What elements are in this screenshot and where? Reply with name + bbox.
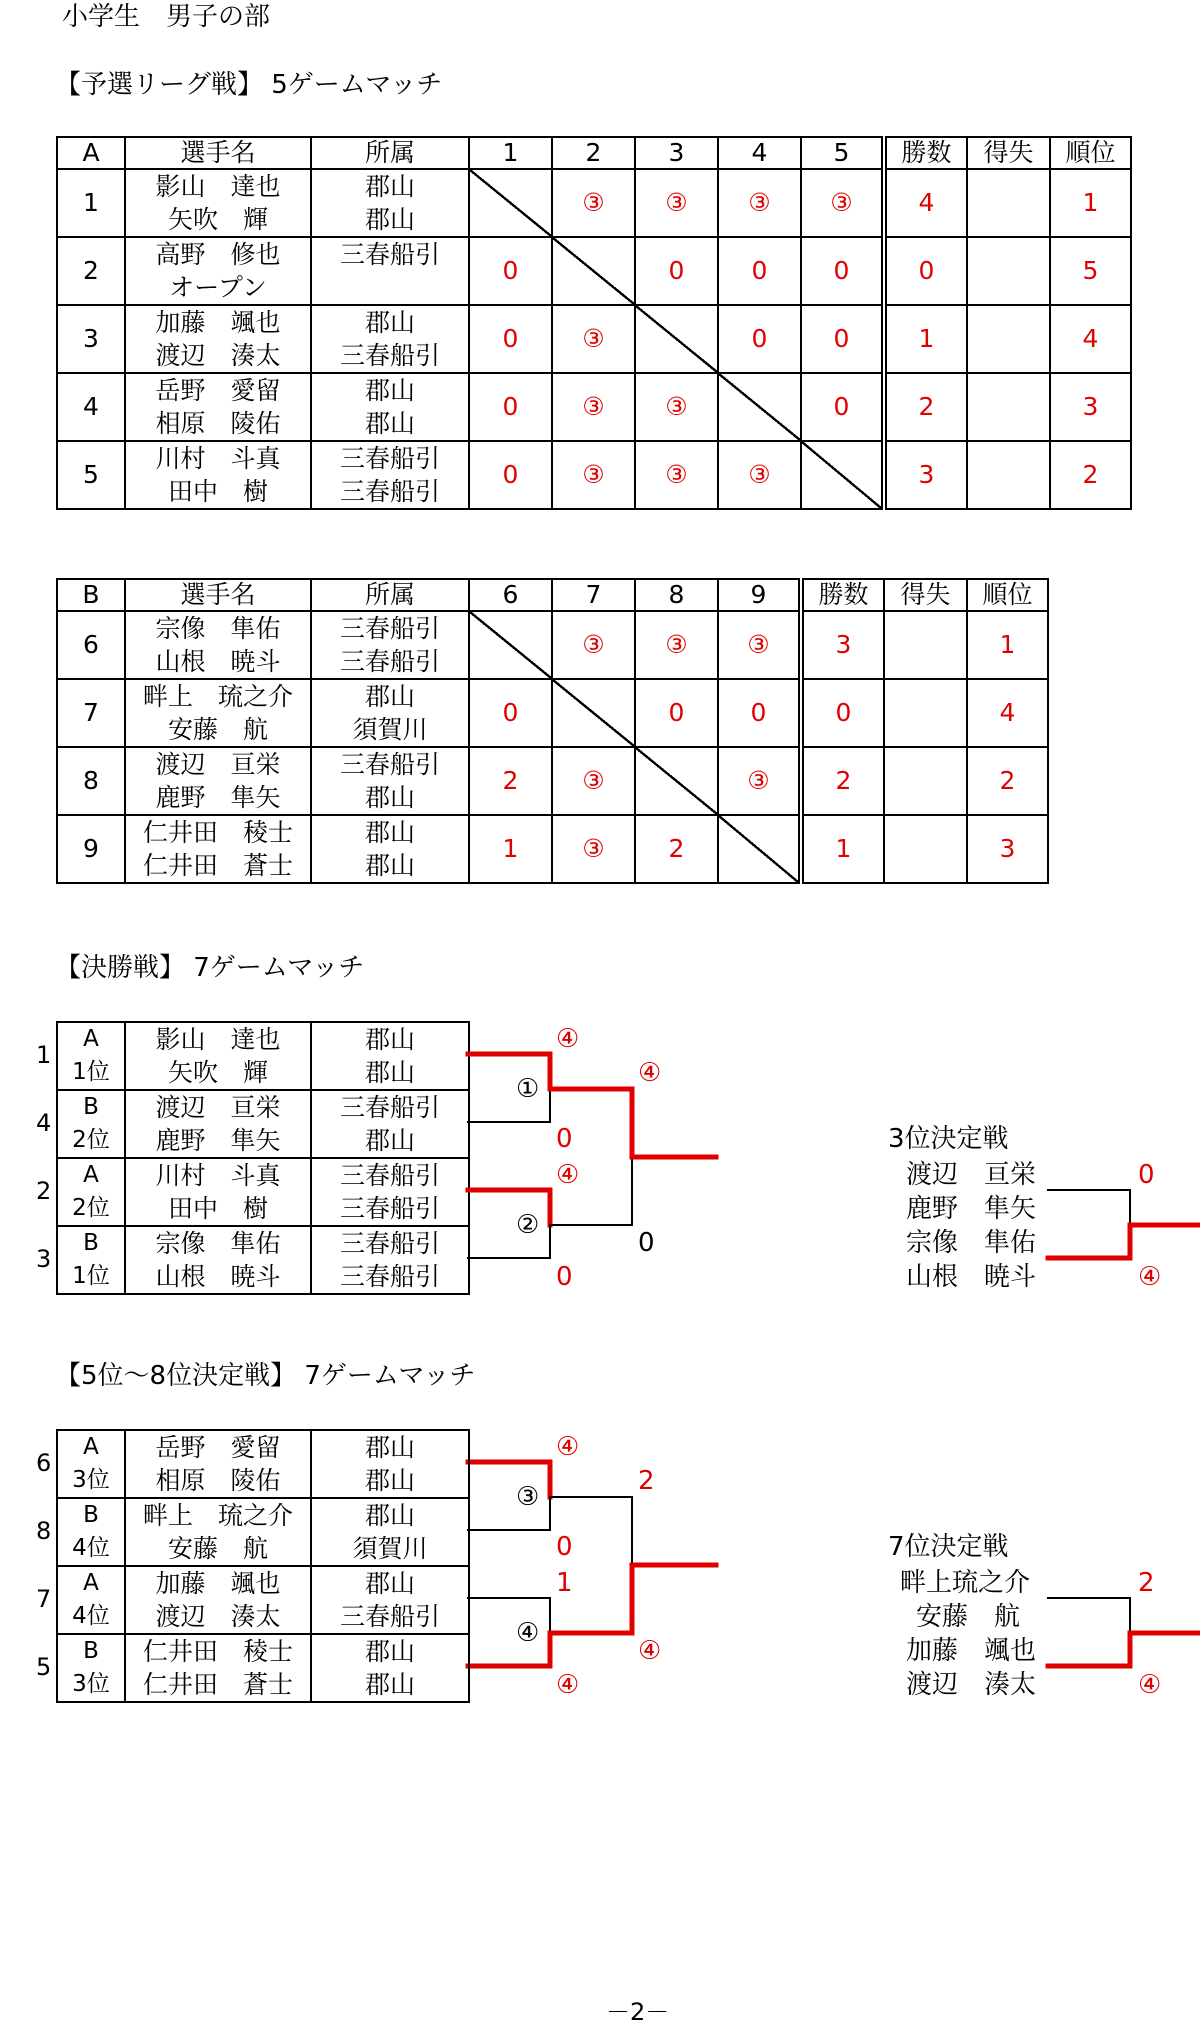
- player-no: 1: [57, 169, 125, 237]
- score-cell: ③: [718, 441, 801, 509]
- player-clubs: 三春船引: [311, 237, 469, 305]
- player-no: 9: [57, 815, 125, 883]
- score-cell: ③: [552, 169, 635, 237]
- player-clubs: 郡山 郡山: [311, 373, 469, 441]
- score-label: ④: [556, 1160, 580, 1190]
- score-cell: ③: [718, 747, 801, 815]
- seventh-player: 加藤 颯也: [906, 1636, 1037, 1666]
- header-cell: 得失: [884, 579, 967, 611]
- score-label: 2: [1138, 1568, 1155, 1598]
- match-number: ④: [516, 1618, 540, 1648]
- place58-title: 【5位～8位決定戦】 7ゲームマッチ: [55, 1361, 476, 1391]
- player-clubs: 三春船引 三春船引: [311, 441, 469, 509]
- seed-number: 2: [36, 1177, 52, 1205]
- score-label: ④: [1138, 1262, 1162, 1292]
- player-names: 仁井田 稜士 仁井田 蒼士: [125, 815, 311, 883]
- score-cell: ③: [552, 747, 635, 815]
- score-label: ④: [638, 1058, 662, 1088]
- player-names: 川村 斗真 田中 樹: [125, 441, 311, 509]
- group-rank: A 3位: [57, 1430, 125, 1498]
- player-no: 8: [57, 747, 125, 815]
- group-rank: B 4位: [57, 1498, 125, 1566]
- place58-bracket-lines: [468, 1462, 1200, 1666]
- table-row: [57, 1566, 469, 1634]
- header-cell: 所属: [311, 579, 469, 611]
- score-label: 1: [556, 1568, 573, 1598]
- league-title: 【予選リーグ戦】 5ゲームマッチ: [55, 70, 443, 100]
- player-no: 6: [57, 611, 125, 679]
- score-cell: ③: [552, 815, 635, 883]
- third-place-title: 3位決定戦: [888, 1124, 1009, 1154]
- score-cell: ③: [635, 611, 718, 679]
- wins-cell: 2: [801, 747, 884, 815]
- player-clubs: 三春船引 郡山: [311, 747, 469, 815]
- final-bracket-lines: [468, 1054, 1200, 1258]
- score-cell: 0: [718, 237, 801, 305]
- header-cell: 4: [718, 137, 801, 169]
- player-names: 仁井田 稜士 仁井田 蒼士: [125, 1634, 311, 1702]
- player-names: 渡辺 亘栄 鹿野 隼矢: [125, 747, 311, 815]
- score-label: ④: [1138, 1670, 1162, 1700]
- table-row: [57, 1430, 469, 1498]
- score-cell: 2: [635, 815, 718, 883]
- seed-number: 3: [36, 1245, 52, 1273]
- score-label: 0: [556, 1124, 573, 1154]
- player-no: 5: [57, 441, 125, 509]
- player-names: 川村 斗真 田中 樹: [125, 1158, 311, 1226]
- player-no: 4: [57, 373, 125, 441]
- score-cell: 0: [469, 679, 552, 747]
- score-cell: 0: [801, 237, 884, 305]
- wins-cell: 1: [801, 815, 884, 883]
- score-cell: 0: [469, 237, 552, 305]
- header-cell: 2: [552, 137, 635, 169]
- match-number: ③: [516, 1482, 540, 1512]
- score-cell: 0: [635, 237, 718, 305]
- seed-number: 5: [36, 1653, 52, 1681]
- score-label: ④: [556, 1432, 580, 1462]
- seed-number: 8: [36, 1517, 52, 1545]
- group-rank: A 1位: [57, 1022, 125, 1090]
- third-player: 渡辺 亘栄: [906, 1160, 1037, 1190]
- header-cell: 5: [801, 137, 884, 169]
- player-clubs: 三春船引 三春船引: [311, 1226, 469, 1294]
- rank-cell: 3: [967, 815, 1048, 883]
- player-names: 影山 達也 矢吹 輝: [125, 1022, 311, 1090]
- player-clubs: 郡山 郡山: [311, 169, 469, 237]
- player-names: 宗像 隼佑 山根 暁斗: [125, 611, 311, 679]
- header-cell: B: [57, 579, 125, 611]
- score-cell: 0: [718, 305, 801, 373]
- place58-bracket-table: [56, 1429, 470, 1703]
- header-cell: 6: [469, 579, 552, 611]
- score-cell: 0: [469, 373, 552, 441]
- rank-cell: 5: [1050, 237, 1131, 305]
- seventh-player: 畔上琉之介: [900, 1568, 1031, 1598]
- player-clubs: 郡山 郡山: [311, 1022, 469, 1090]
- player-clubs: 郡山 須賀川: [311, 1498, 469, 1566]
- header-cell: 順位: [1050, 137, 1131, 169]
- player-names: 影山 達也 矢吹 輝: [125, 169, 311, 237]
- score-label: ④: [638, 1636, 662, 1666]
- player-names: 高野 修也 オープン: [125, 237, 311, 305]
- header-cell: 7: [552, 579, 635, 611]
- rank-cell: 3: [1050, 373, 1131, 441]
- seed-number: 6: [36, 1449, 52, 1477]
- player-names: 加藤 颯也 渡辺 湊太: [125, 1566, 311, 1634]
- header-cell: 勝数: [801, 579, 884, 611]
- score-cell: ③: [718, 169, 801, 237]
- match-number: ②: [516, 1210, 540, 1240]
- score-cell: ③: [552, 305, 635, 373]
- group-rank: B 3位: [57, 1634, 125, 1702]
- player-clubs: 三春船引 三春船引: [311, 611, 469, 679]
- player-clubs: 三春船引 三春船引: [311, 1158, 469, 1226]
- third-player: 鹿野 隼矢: [906, 1194, 1037, 1224]
- score-cell: ③: [552, 373, 635, 441]
- rank-cell: 2: [967, 747, 1048, 815]
- score-cell: ③: [635, 373, 718, 441]
- rank-cell: 4: [967, 679, 1048, 747]
- score-cell: 2: [469, 747, 552, 815]
- wins-cell: 2: [884, 373, 967, 441]
- player-clubs: 郡山 郡山: [311, 1430, 469, 1498]
- header-cell: 1: [469, 137, 552, 169]
- score-cell: ③: [801, 169, 884, 237]
- rank-cell: 2: [1050, 441, 1131, 509]
- page-number: －2－: [606, 1998, 670, 2026]
- player-names: 畔上 琉之介 安藤 航: [125, 679, 311, 747]
- category-title: 小学生 男子の部: [62, 2, 271, 32]
- score-cell: 0: [635, 679, 718, 747]
- player-clubs: 郡山 三春船引: [311, 1566, 469, 1634]
- seventh-player: 渡辺 湊太: [906, 1670, 1037, 1700]
- match-number: ①: [516, 1074, 540, 1104]
- header-cell: 8: [635, 579, 718, 611]
- player-names: 渡辺 亘栄 鹿野 隼矢: [125, 1090, 311, 1158]
- wins-cell: 0: [884, 237, 967, 305]
- seed-number: 4: [36, 1109, 52, 1137]
- score-cell: 0: [469, 441, 552, 509]
- wins-cell: 3: [884, 441, 967, 509]
- group-rank: B 2位: [57, 1090, 125, 1158]
- wins-cell: 1: [884, 305, 967, 373]
- player-names: 畔上 琉之介 安藤 航: [125, 1498, 311, 1566]
- player-clubs: 郡山 郡山: [311, 815, 469, 883]
- wins-cell: 0: [801, 679, 884, 747]
- third-player: 宗像 隼佑: [906, 1228, 1037, 1258]
- header-cell: 順位: [967, 579, 1048, 611]
- third-player: 山根 暁斗: [906, 1262, 1037, 1292]
- score-label: 0: [1138, 1160, 1155, 1190]
- wins-cell: 4: [884, 169, 967, 237]
- score-cell: ③: [552, 611, 635, 679]
- header-cell: 選手名: [125, 579, 311, 611]
- rank-cell: 4: [1050, 305, 1131, 373]
- seed-number: 7: [36, 1585, 52, 1613]
- player-clubs: 郡山 郡山: [311, 1634, 469, 1702]
- score-cell: ③: [635, 441, 718, 509]
- score-label: 0: [638, 1228, 655, 1258]
- final-title: 【決勝戦】 7ゲームマッチ: [55, 953, 365, 983]
- header-cell: 所属: [311, 137, 469, 169]
- rank-cell: 1: [967, 611, 1048, 679]
- wins-cell: 3: [801, 611, 884, 679]
- group-rank: B 1位: [57, 1226, 125, 1294]
- score-cell: ③: [718, 611, 801, 679]
- player-no: 2: [57, 237, 125, 305]
- header-cell: 得失: [967, 137, 1050, 169]
- score-label: ④: [556, 1670, 580, 1700]
- rank-cell: 1: [1050, 169, 1131, 237]
- header-cell: 選手名: [125, 137, 311, 169]
- score-cell: ③: [552, 441, 635, 509]
- group-rank: A 2位: [57, 1158, 125, 1226]
- seventh-place-title: 7位決定戦: [888, 1532, 1009, 1562]
- player-no: 3: [57, 305, 125, 373]
- header-cell: 9: [718, 579, 801, 611]
- player-names: 岳野 愛留 相原 陵佑: [125, 1430, 311, 1498]
- seventh-player: 安藤 航: [916, 1602, 1021, 1632]
- score-label: 0: [556, 1532, 573, 1562]
- score-cell: 1: [469, 815, 552, 883]
- score-label: ④: [556, 1024, 580, 1054]
- header-cell: 勝数: [884, 137, 967, 169]
- player-clubs: 郡山 須賀川: [311, 679, 469, 747]
- group-rank: A 4位: [57, 1566, 125, 1634]
- seed-number: 1: [36, 1041, 52, 1069]
- player-clubs: 三春船引 郡山: [311, 1090, 469, 1158]
- score-cell: 0: [718, 679, 801, 747]
- score-cell: 0: [469, 305, 552, 373]
- score-label: 2: [638, 1466, 655, 1496]
- score-cell: 0: [801, 305, 884, 373]
- player-names: 岳野 愛留 相原 陵佑: [125, 373, 311, 441]
- table-row: [57, 1634, 469, 1702]
- table-row: [57, 1498, 469, 1566]
- header-cell: 3: [635, 137, 718, 169]
- player-names: 宗像 隼佑 山根 暁斗: [125, 1226, 311, 1294]
- score-cell: 0: [801, 373, 884, 441]
- header-cell: A: [57, 137, 125, 169]
- player-clubs: 郡山 三春船引: [311, 305, 469, 373]
- score-label: 0: [556, 1262, 573, 1292]
- player-names: 加藤 颯也 渡辺 湊太: [125, 305, 311, 373]
- score-cell: ③: [635, 169, 718, 237]
- player-no: 7: [57, 679, 125, 747]
